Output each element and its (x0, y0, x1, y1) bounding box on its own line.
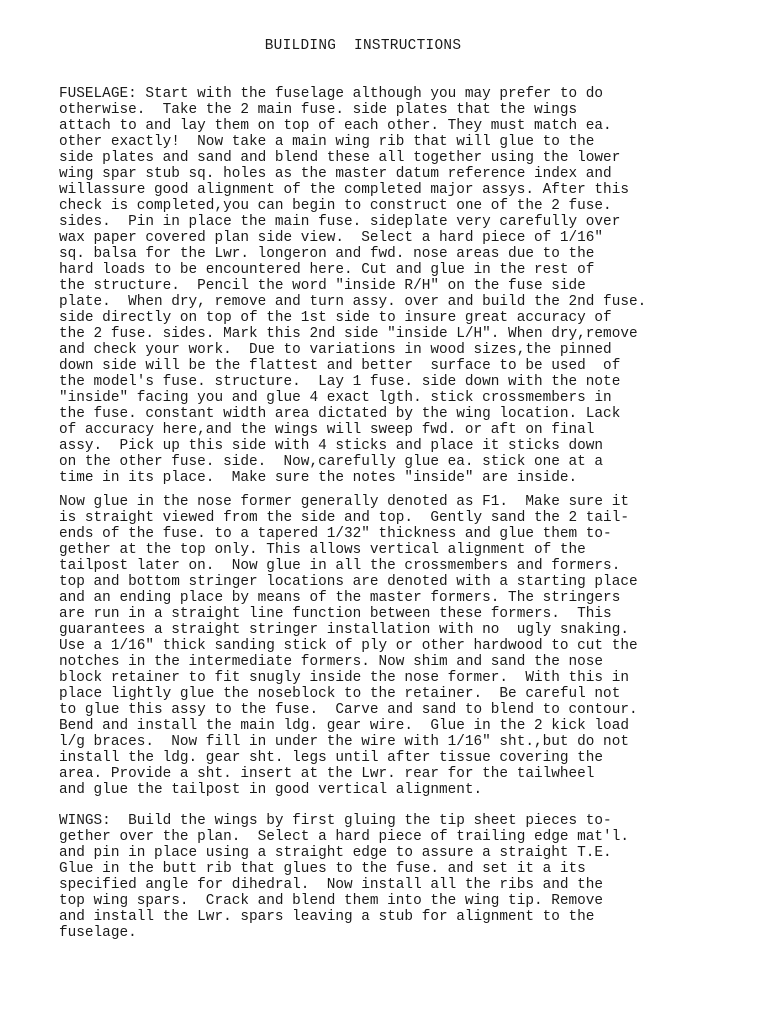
text-line: sq. balsa for the Lwr. longeron and fwd. nose areas due to the (59, 246, 595, 262)
text-line: assy. Pick up this side with 4 sticks and place it sticks down (59, 438, 604, 454)
text-line: ends of the fuse. to a tapered 1/32" thickness and glue them to- (59, 526, 612, 542)
text-line: attach to and lay them on top of each other. They must match ea. (59, 118, 612, 134)
text-line: and glue the tailpost in good vertical alignment. (59, 782, 483, 798)
text-line: Use a 1/16" thick sanding stick of ply or other hardwood to cut the (59, 638, 638, 654)
text-line: l/g braces. Now fill in under the wire with 1/16" sht.,but do not (59, 734, 629, 750)
text-line: hard loads to be encountered here. Cut and glue in the rest of (59, 262, 595, 278)
text-line: the 2 fuse. sides. Mark this 2nd side "inside L/H". When dry,remove (59, 326, 638, 342)
text-line: Bend and install the main ldg. gear wire. Glue in the 2 kick load (59, 718, 629, 734)
text-line: specified angle for dihedral. Now install all the ribs and the (59, 877, 604, 893)
text-line: WINGS: Build the wings by first gluing the tip sheet pieces to- (59, 813, 612, 829)
text-line: and pin in place using a straight edge to assure a straight T.E. (59, 845, 612, 861)
paragraph-fuselage (59, 86, 739, 486)
text-line: wax paper covered plan side view. Select a hard piece of 1/16" (59, 230, 604, 246)
text-line: willassure good alignment of the completed major assys. After this (59, 182, 629, 198)
text-line: time in its place. Make sure the notes "inside" are inside. (59, 470, 578, 486)
text-line: the structure. Pencil the word "inside R/H" on the fuse side (59, 278, 586, 294)
text-line: block retainer to fit snugly inside the nose former. With this in (59, 670, 629, 686)
paragraph-wings (59, 813, 739, 941)
text-line: wing spar stub sq. holes as the master datum reference index and (59, 166, 612, 182)
text-line: and an ending place by means of the master formers. The stringers (59, 590, 621, 606)
text-line: down side will be the flattest and better surface to be used of (59, 358, 621, 374)
paragraph-nose-former (59, 494, 739, 798)
text-line: top and bottom stringer locations are denoted with a starting place (59, 574, 638, 590)
text-line: check is completed,you can begin to construct one of the 2 fuse. (59, 198, 612, 214)
text-line: of accuracy here,and the wings will sweep fwd. or aft on final (59, 422, 595, 438)
text-line: other exactly! Now take a main wing rib that will glue to the (59, 134, 595, 150)
text-line: Glue in the butt rib that glues to the fuse. and set it a its (59, 861, 586, 877)
text-line: plate. When dry, remove and turn assy. over and build the 2nd fuse. (59, 294, 647, 310)
text-line: fuselage. (59, 925, 137, 941)
text-line: to glue this assy to the fuse. Carve and sand to blend to contour. (59, 702, 638, 718)
text-line: area. Provide a sht. insert at the Lwr. rear for the tailwheel (59, 766, 595, 782)
document-title: BUILDING INSTRUCTIONS (264, 38, 462, 54)
text-line: sides. Pin in place the main fuse. sideplate very carefully over (59, 214, 621, 230)
text-line: side plates and sand and blend these all together using the lower (59, 150, 621, 166)
text-line: gether at the top only. This allows vertical alignment of the (59, 542, 586, 558)
text-line: and install the Lwr. spars leaving a stub for alignment to the (59, 909, 595, 925)
text-line: "inside" facing you and glue 4 exact lgth. stick crossmembers in (59, 390, 612, 406)
text-line: tailpost later on. Now glue in all the crossmembers and formers. (59, 558, 621, 574)
text-line: gether over the plan. Select a hard piece of trailing edge mat'l. (59, 829, 629, 845)
text-line: Now glue in the nose former generally denoted as F1. Make sure it (59, 494, 629, 510)
text-line: place lightly glue the noseblock to the retainer. Be careful not (59, 686, 621, 702)
text-line: FUSELAGE: Start with the fuselage although you may prefer to do (59, 86, 604, 102)
text-line: on the other fuse. side. Now,carefully glue ea. stick one at a (59, 454, 604, 470)
text-line: side directly on top of the 1st side to insure great accuracy of (59, 310, 612, 326)
text-line: top wing spars. Crack and blend them into the wing tip. Remove (59, 893, 604, 909)
text-line: install the ldg. gear sht. legs until after tissue covering the (59, 750, 604, 766)
text-line: otherwise. Take the 2 main fuse. side plates that the wings (59, 102, 578, 118)
text-line: and check your work. Due to variations in wood sizes,the pinned (59, 342, 612, 358)
text-line: notches in the intermediate formers. Now shim and sand the nose (59, 654, 604, 670)
text-line: are run in a straight line function between these formers. This (59, 606, 612, 622)
text-line: is straight viewed from the side and top. Gently sand the 2 tail- (59, 510, 629, 526)
text-line: the model's fuse. structure. Lay 1 fuse. side down with the note (59, 374, 621, 390)
text-line: guarantees a straight stringer installation with no ugly snaking. (59, 622, 629, 638)
text-line: the fuse. constant width area dictated by the wing location. Lack (59, 406, 621, 422)
